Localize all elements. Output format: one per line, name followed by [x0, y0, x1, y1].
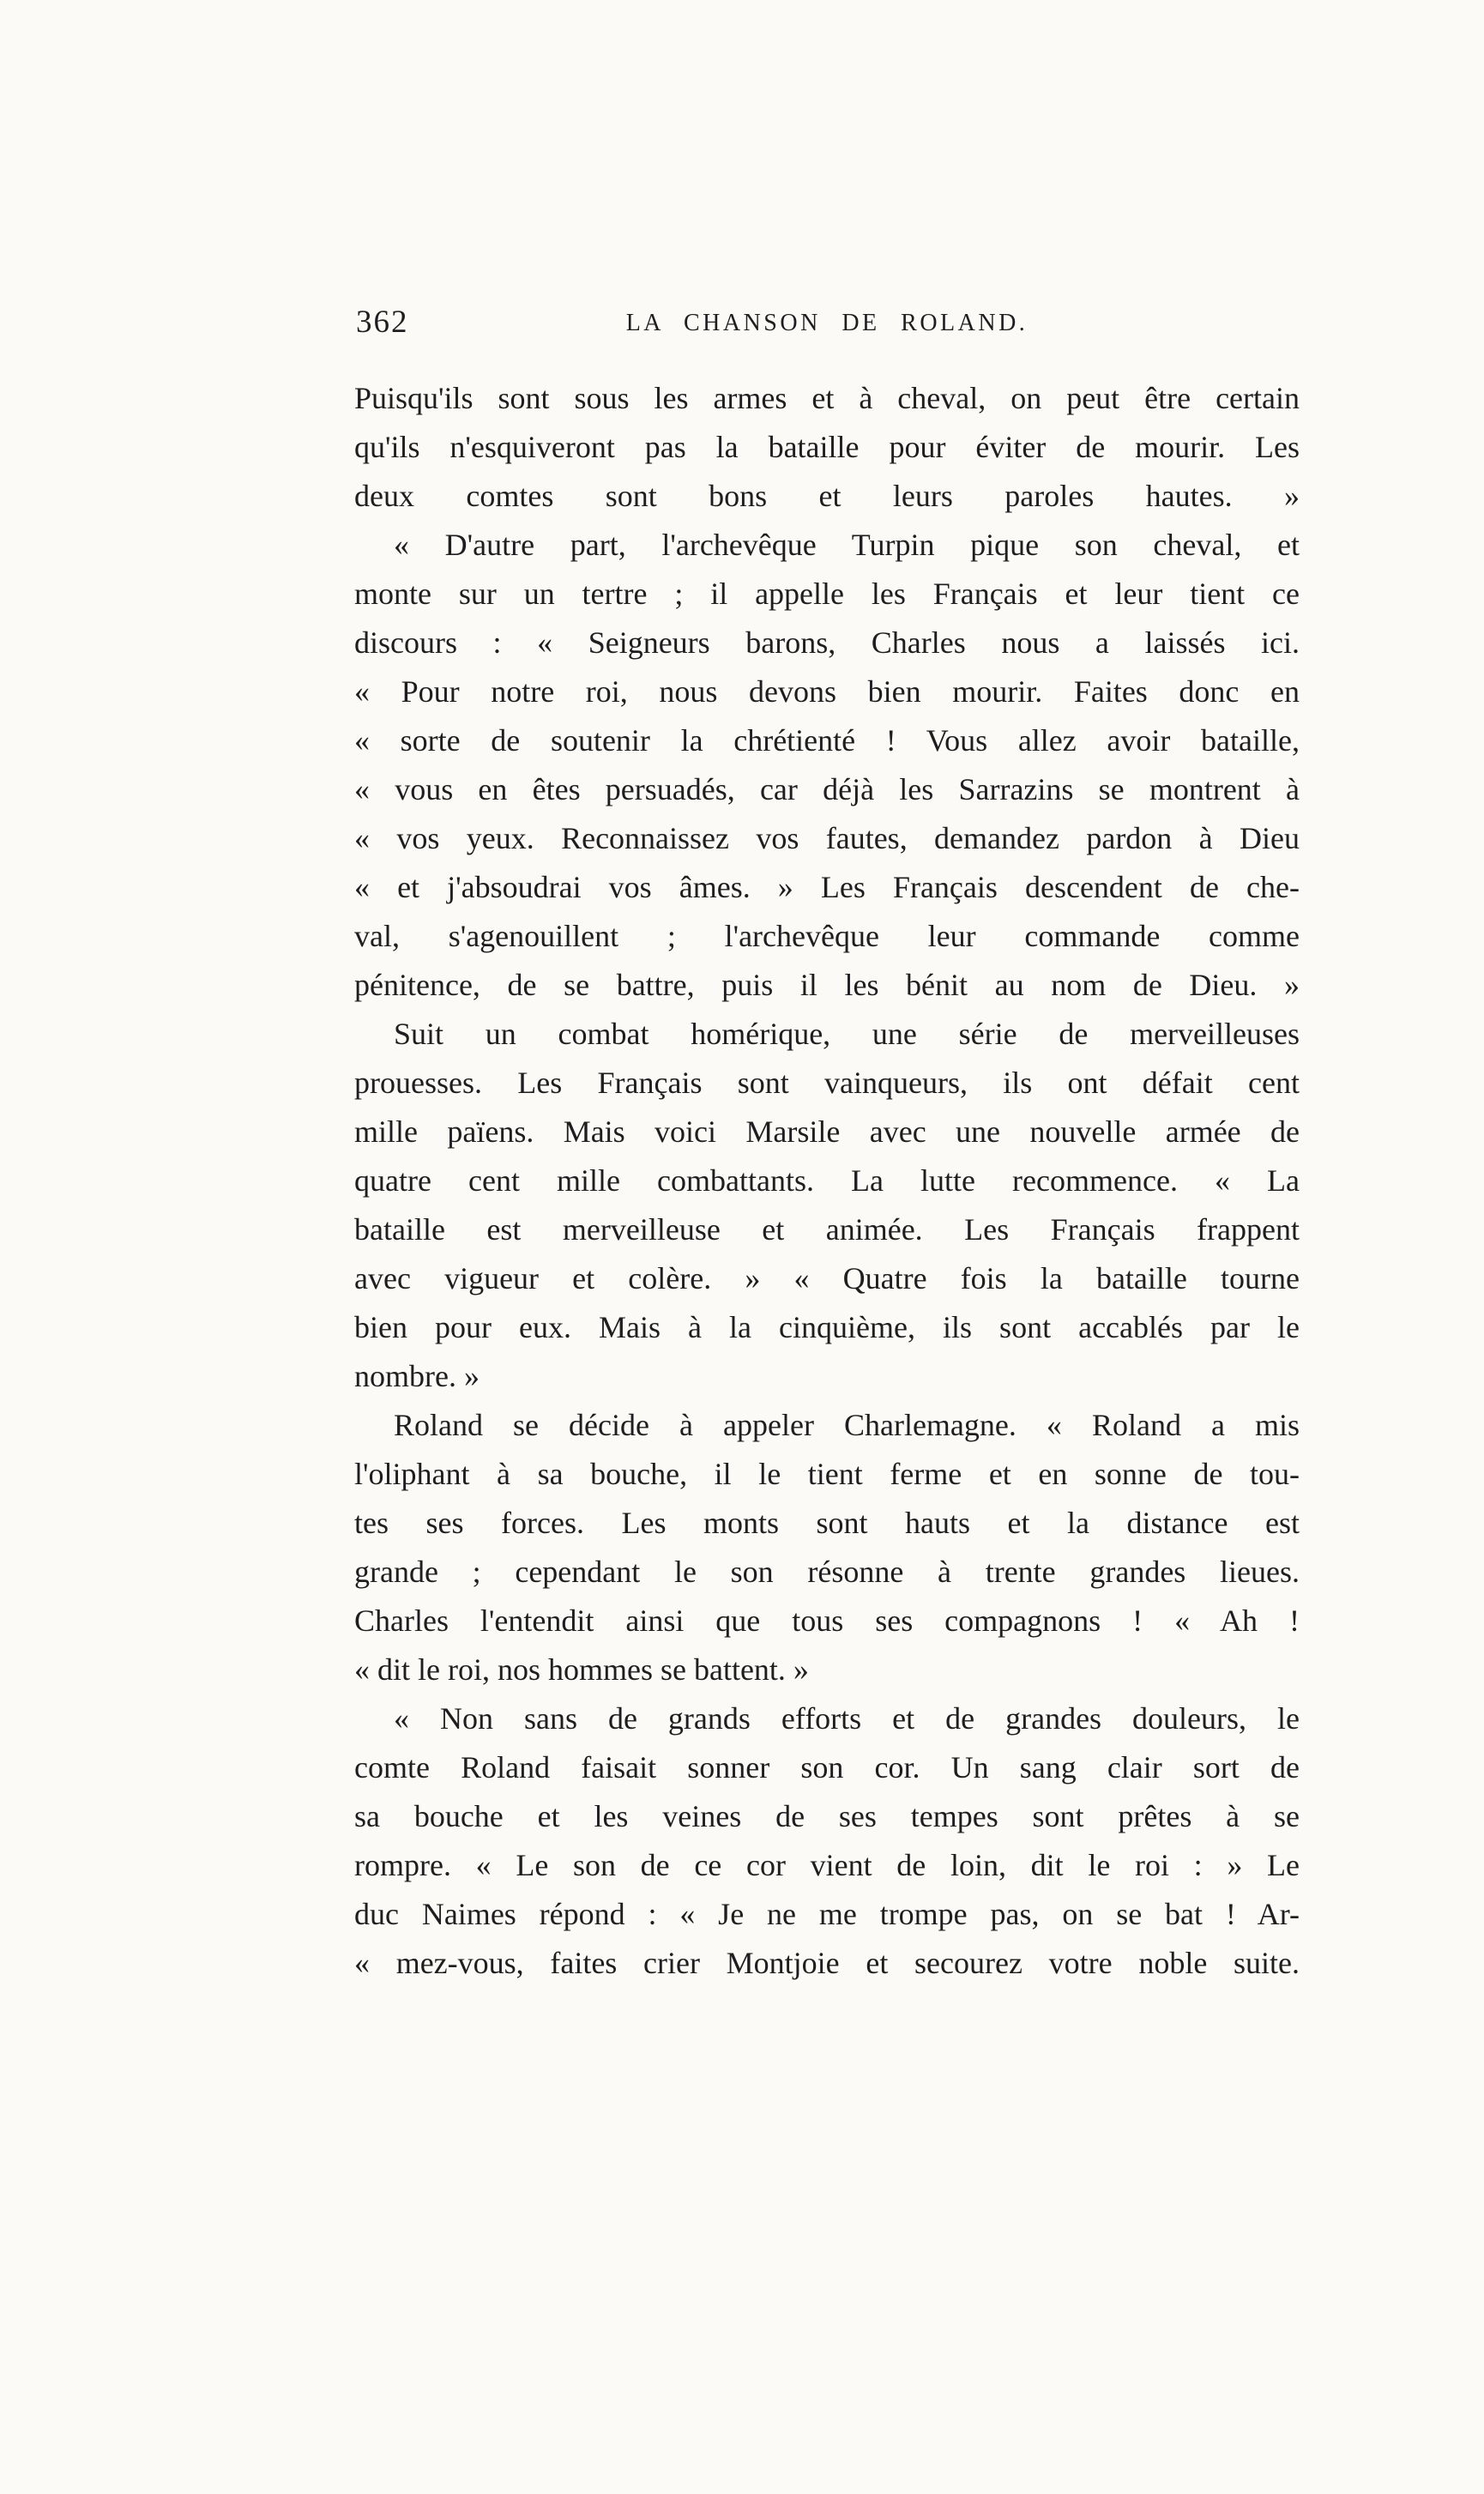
- text-line: bien pour eux. Mais à la cinquième, ils sont accablés par le: [354, 1310, 1300, 1344]
- text-line: « sorte de soutenir la chrétienté ! Vous allez avoir bataille,: [354, 723, 1300, 758]
- page-content: [354, 302, 1300, 1988]
- text-line: discours : « Seigneurs barons, Charles nous a laissés ici.: [354, 625, 1300, 660]
- text-line: pénitence, de se battre, puis il les bénit au nom de Dieu. »: [354, 968, 1300, 1002]
- text-line: val, s'agenouillent ; l'archevêque leur commande comme: [354, 919, 1300, 953]
- text-line: « et j'absoudrai vos âmes. » Les Français descendent de che-: [354, 870, 1300, 904]
- text-line: « vous en êtes persuadés, car déjà les Sarrazins se montrent à: [354, 772, 1300, 806]
- paragraph: [354, 521, 1300, 1010]
- text-line: grande ; cependant le son résonne à trente grandes lieues.: [354, 1555, 1300, 1589]
- text-line: « Pour notre roi, nous devons bien mourir. Faites donc en: [354, 674, 1300, 709]
- text-line: « D'autre part, l'archevêque Turpin pique son cheval, et: [394, 528, 1300, 562]
- paragraph: [354, 1694, 1300, 1988]
- text-body: [354, 374, 1300, 1988]
- text-line: duc Naimes répond : « Je ne me trompe pas, on se bat ! Ar-: [354, 1897, 1300, 1931]
- text-line: Suit un combat homérique, une série de merveilleuses: [394, 1017, 1300, 1051]
- text-line: qu'ils n'esquiveront pas la bataille pour éviter de mourir. Les: [354, 430, 1300, 464]
- running-title: LA CHANSON DE ROLAND.: [625, 310, 1029, 336]
- text-line: Roland se décide à appeler Charlemagne. « Roland a mis: [394, 1408, 1300, 1442]
- text-line: quatre cent mille combattants. La lutte recommence. « La: [354, 1163, 1300, 1198]
- text-line: « Non sans de grands efforts et de grandes douleurs, le: [394, 1701, 1300, 1736]
- text-line: « mez-vous, faites crier Montjoie et secourez votre noble suite.: [354, 1946, 1300, 1980]
- text-line: « dit le roi, nos hommes se battent. »: [354, 1652, 809, 1687]
- text-line: prouesses. Les Français sont vainqueurs, ils ont défait cent: [354, 1066, 1300, 1100]
- text-line: l'oliphant à sa bouche, il le tient ferme et en sonne de tou-: [354, 1457, 1300, 1491]
- text-line: « vos yeux. Reconnaissez vos fautes, demandez pardon à Dieu: [354, 821, 1300, 855]
- text-line: sa bouche et les veines de ses tempes sont prêtes à se: [354, 1799, 1300, 1833]
- text-line: monte sur un tertre ; il appelle les Français et leur tient ce: [354, 577, 1300, 611]
- text-line: bataille est merveilleuse et animée. Les Français frappent: [354, 1212, 1300, 1247]
- text-line: nombre. »: [354, 1359, 480, 1393]
- paragraph: [354, 374, 1300, 521]
- text-line: rompre. « Le son de ce cor vient de loin, dit le roi : » Le: [354, 1848, 1300, 1882]
- text-line: Charles l'entendit ainsi que tous ses compagnons ! « Ah !: [354, 1603, 1300, 1638]
- paragraph: [354, 1010, 1300, 1401]
- page-number: 362: [356, 305, 409, 340]
- text-line: mille païens. Mais voici Marsile avec une nouvelle armée de: [354, 1114, 1300, 1149]
- text-line: comte Roland faisait sonner son cor. Un sang clair sort de: [354, 1750, 1300, 1784]
- page-header: [354, 302, 1300, 345]
- text-line: tes ses forces. Les monts sont hauts et la distance est: [354, 1506, 1300, 1540]
- text-line: avec vigueur et colère. » « Quatre fois la bataille tourne: [354, 1261, 1300, 1295]
- text-line: Puisqu'ils sont sous les armes et à cheval, on peut être certain: [354, 381, 1300, 415]
- paragraph: [354, 1401, 1300, 1694]
- text-line: deux comtes sont bons et leurs paroles hautes. »: [354, 479, 1300, 513]
